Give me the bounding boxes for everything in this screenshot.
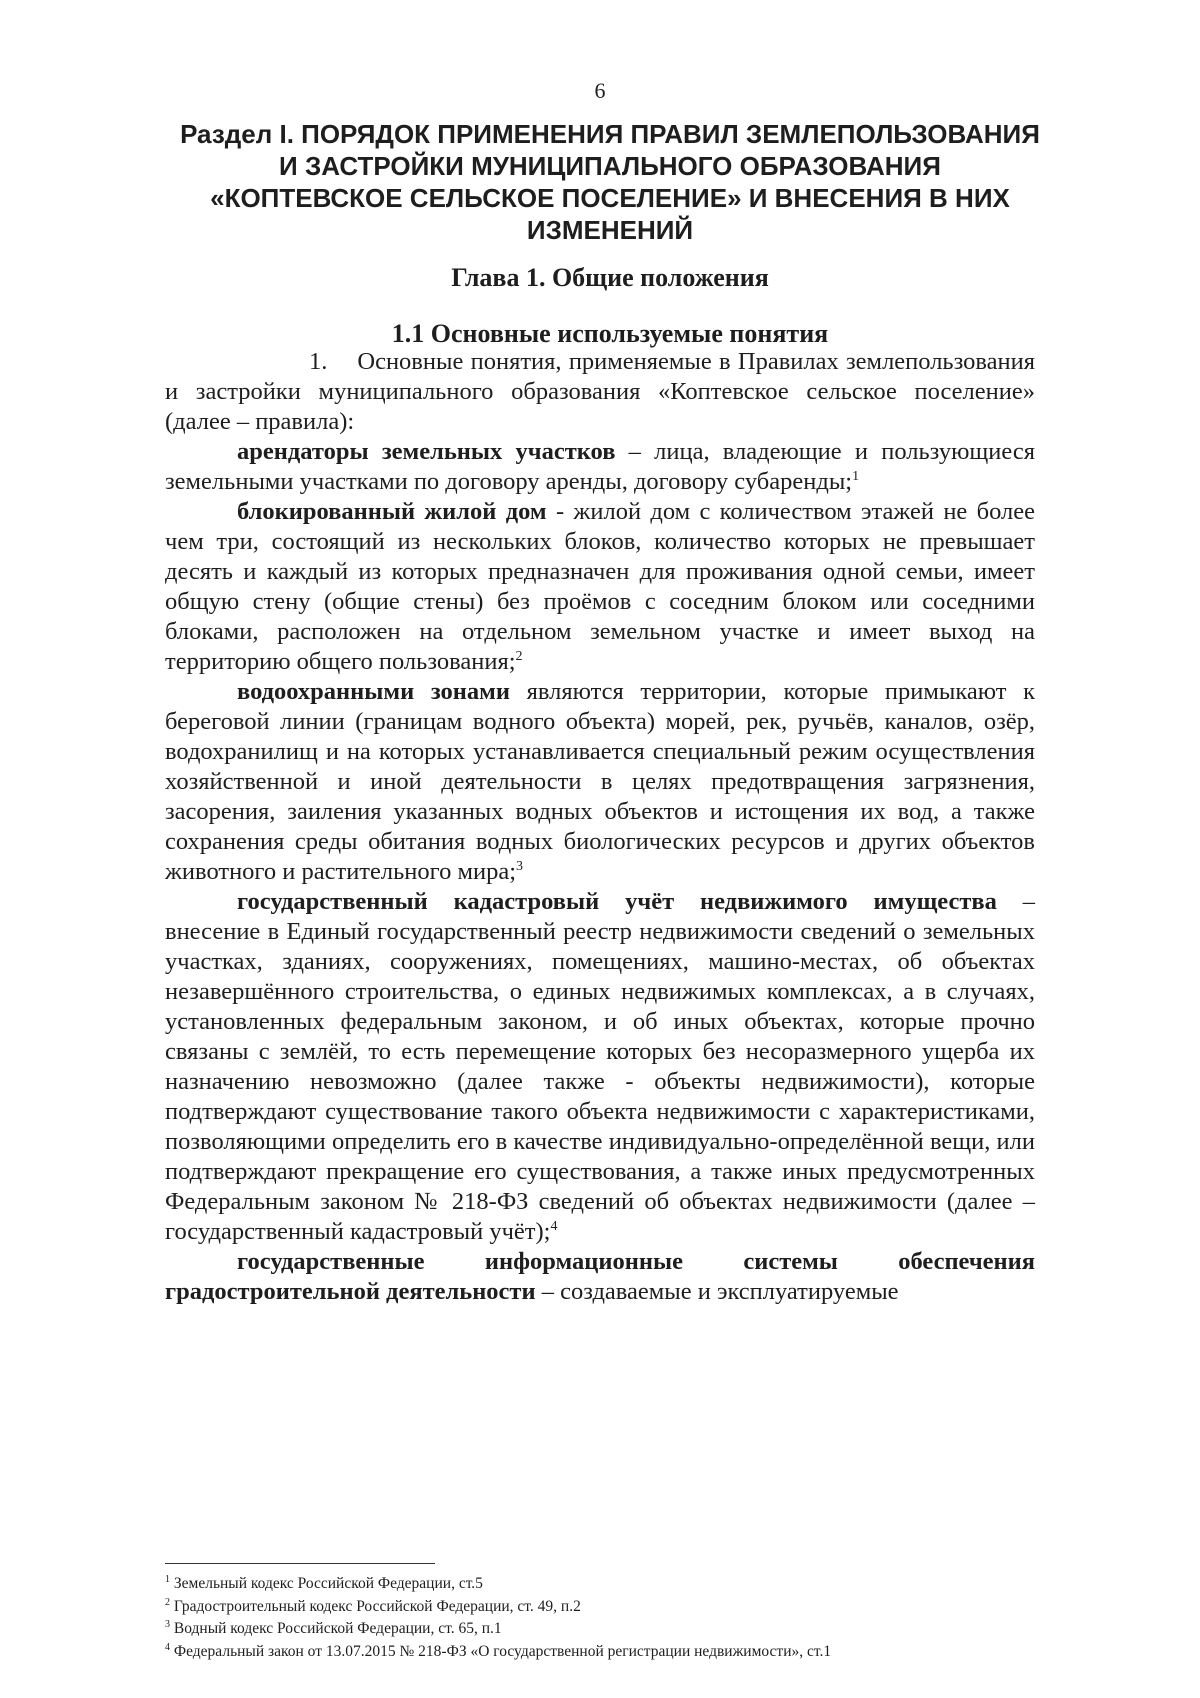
definition-paragraph [165,1247,1035,1307]
footnote-ref: 2 [515,648,523,664]
footnote-ref: 1 [852,468,860,484]
section-title-line: И ЗАСТРОЙКИ МУНИЦИПАЛЬНОГО ОБРАЗОВАНИЯ [279,151,941,181]
intro-paragraph [165,347,1035,437]
footnote-mark: 2 [165,1596,170,1608]
footnote-item [165,1596,1045,1619]
definition-term: арендаторы земельных участков [237,438,616,465]
footnote-mark: 3 [165,1618,170,1630]
footnote-ref: 3 [516,858,524,874]
section-title-line: «КОПТЕВСКОЕ СЕЛЬСКОЕ ПОСЕЛЕНИЕ» И ВНЕСЕНИЯ В НИХ [210,183,1010,213]
definition-paragraph [165,437,1035,497]
definition-paragraph [165,677,1035,887]
definition-text: – лица, владеющие и пользующиеся земельными участками по договору аренды, договору субаренды; [165,438,1035,495]
document-body [165,347,1035,1307]
definition-term: государственные информационные системы обеспечения градостроительной деятельности [165,1248,1035,1305]
footnote-text: Водный кодекс Российской Федерации, ст. 65, п.1 [173,1620,502,1637]
footnote-ref: 4 [550,1218,558,1234]
intro-number: 1. [309,348,328,375]
page-number: 6 [594,78,606,103]
chapter-title: Глава 1. Общие положения [451,263,769,292]
definition-paragraph [165,887,1035,1247]
definition-paragraph [165,497,1035,677]
subsection-title: 1.1 Основные используемые понятия [391,319,829,348]
footnote-item [165,1618,1045,1641]
footnote-mark: 4 [165,1641,170,1653]
footnote-mark: 1 [165,1573,170,1585]
footnote-text: Земельный кодекс Российской Федерации, ст.5 [173,1575,483,1592]
definition-text: – создаваемые и эксплуатируемые [535,1278,899,1305]
definition-text: – внесение в Единый государственный реестр недвижимости сведений о земельных участках, зданиях, сооружениях, помещениях, машино-местах, об объектах незавершённого строительства, о единых недвижимых комплексах, а в случаях, установленных федеральным законом, и об иных объектах, которые прочно связаны с землёй, то есть перемещение которых без несоразмерного ущерба их назначению невозможно (далее также - объекты недвижимости), которые подтверждают существование такого объекта недвижимости с характеристиками, позволяющими определить его в качестве индивидуально-определённой вещи, или подтверждают прекращение его существования, а также иных предусмотренных Федеральным законом № 218-ФЗ сведений об объектах недвижимости (далее – государственный кадастровый учёт); [165,888,1035,1245]
section-title-line: ИЗМЕНЕНИЙ [526,215,694,245]
intro-text: Основные понятия, применяемые в Правилах землепользования и застройки муниципального образования «Коптевское сельское поселение» (далее – правила): [165,348,1035,435]
section-title [165,118,1055,246]
definition-text: - жилой дом с количеством этажей не более чем три, состоящий из нескольких блоков, количество которых не превышает десять и каждый из которых предназначен для проживания одной семьи, имеет общую стену (общие стены) без проёмов с соседним блоком или соседними блоками, расположен на отдельном земельном участке и имеет выход на территорию общего пользования; [165,498,1035,675]
definition-text: являются территории, которые примыкают к береговой линии (границам водного объекта) морей, рек, ручьёв, каналов, озёр, водохранилищ и на которых устанавливается специальный режим осуществления хозяйственной и иной деятельности в целях предотвращения загрязнения, засорения, заиления указанных водных объектов и истощения их вод, а также сохранения среды обитания водных биологических ресурсов и других объектов животного и растительного мира; [165,678,1035,885]
footnote-text: Градостроительный кодекс Российской Федерации, ст. 49, п.2 [173,1597,581,1615]
definition-term: водоохранными зонами [237,678,510,705]
footnotes [165,1573,1045,1663]
footnote-text: Федеральный закон от 13.07.2015 № 218-ФЗ «О государственной регистрации недвижимости», ст.1 [173,1642,832,1660]
definition-term: блокированный жилой дом [237,498,547,525]
section-title-line: Раздел I. ПОРЯДОК ПРИМЕНЕНИЯ ПРАВИЛ ЗЕМЛЕПОЛЬЗОВАНИЯ [180,119,1040,149]
footnote-item [165,1573,1045,1596]
footnote-divider [165,1563,435,1564]
definition-term: государственный кадастровый учёт недвижимого имущества [237,888,997,915]
footnote-item [165,1641,1045,1664]
